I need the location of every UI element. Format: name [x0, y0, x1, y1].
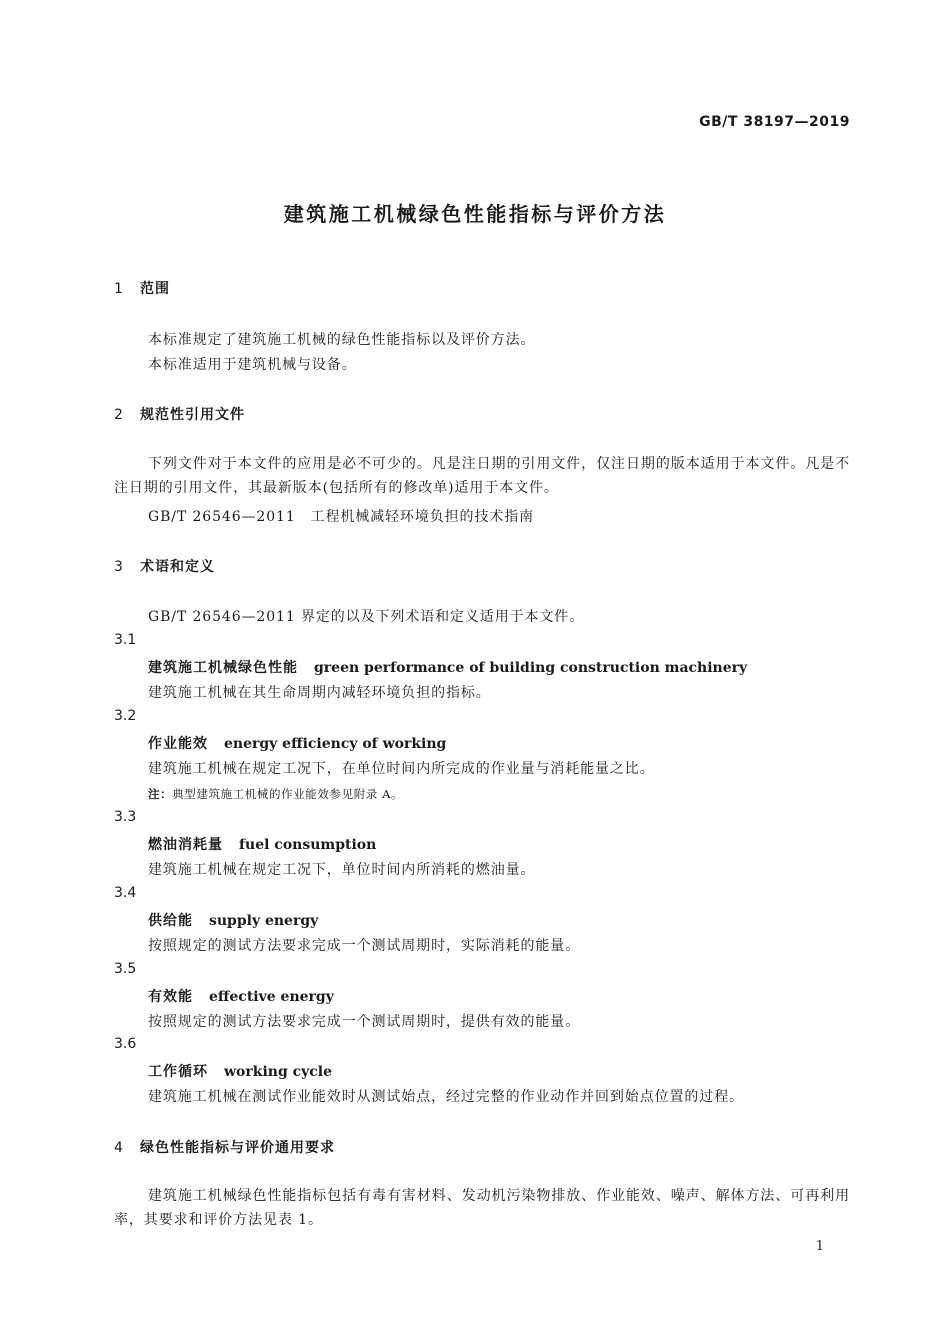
term-heading: [148, 986, 334, 1006]
term-en: fuel consumption: [239, 837, 377, 853]
section-title: 范围: [140, 281, 170, 297]
term-definition: 建筑施工机械在测试作业能效时从测试始点，经过完整的作业动作并回到始点位置的过程。: [148, 1089, 744, 1105]
term-zh: 燃油消耗量: [148, 837, 223, 853]
term-en: effective energy: [209, 989, 334, 1005]
term-definition: 建筑施工机械在其生命周期内减轻环境负担的指标。: [148, 685, 491, 701]
page-number: 1: [815, 1239, 824, 1254]
note-label: 注：: [148, 787, 173, 801]
term-number: 3.5: [114, 961, 137, 977]
paragraph: 本标准规定了建筑施工机械的绿色性能指标以及评价方法。: [148, 332, 536, 348]
term-definition: 建筑施工机械在规定工况下，在单位时间内所完成的作业量与消耗能量之比。: [148, 761, 655, 777]
term-en: working cycle: [224, 1064, 333, 1080]
section-number: 3: [114, 559, 124, 575]
paragraph: 下列文件对于本文件的应用是必不可少的。凡是注日期的引用文件，仅注日期的版本适用于本文件。凡是不注日期的引用文件，其最新版本(包括所有的修改单)适用于本文件。: [114, 456, 850, 496]
term-number: 3.4: [114, 885, 137, 901]
section-number: 1: [114, 281, 124, 297]
term-en: supply energy: [209, 913, 319, 929]
paragraph: 本标准适用于建筑机械与设备。: [148, 357, 357, 373]
term-heading: [148, 657, 747, 677]
paragraph: GB/T 26546—2011 界定的以及下列术语和定义适用于本文件。: [148, 609, 585, 625]
term-zh: 供给能: [148, 913, 193, 929]
paragraph: 建筑施工机械绿色性能指标包括有毒有害材料、发动机污染物排放、作业能效、噪声、解体方法、可再利用率，其要求和评价方法见表 1。: [114, 1188, 850, 1228]
term-en: green performance of building construction machinery: [314, 660, 748, 676]
document-title: 建筑施工机械绿色性能指标与评价方法: [283, 202, 667, 226]
section-number: 4: [114, 1140, 124, 1156]
section-4-heading: [114, 1137, 335, 1157]
section-2-heading: [114, 404, 245, 424]
term-zh: 作业能效: [148, 736, 208, 752]
note: [148, 786, 403, 802]
term-en: energy efficiency of working: [224, 736, 447, 752]
term-definition: 按照规定的测试方法要求完成一个测试周期时，实际消耗的能量。: [148, 938, 581, 954]
term-definition: 按照规定的测试方法要求完成一个测试周期时，提供有效的能量。: [148, 1014, 581, 1030]
term-definition: 建筑施工机械在规定工况下，单位时间内所消耗的燃油量。: [148, 862, 536, 878]
term-zh: 建筑施工机械绿色性能: [148, 660, 298, 676]
term-number: 3.3: [114, 809, 137, 825]
section-title: 术语和定义: [140, 559, 215, 575]
section-1-heading: [114, 278, 170, 298]
term-heading: [148, 1061, 332, 1081]
term-zh: 有效能: [148, 989, 193, 1005]
term-number: 3.2: [114, 708, 137, 724]
standard-number: GB/T 38197—2019: [699, 114, 850, 130]
section-3-heading: [114, 556, 215, 576]
section-number: 2: [114, 407, 124, 423]
term-heading: [148, 834, 376, 854]
section-title: 规范性引用文件: [140, 407, 245, 423]
section-title: 绿色性能指标与评价通用要求: [140, 1140, 335, 1156]
term-number: 3.1: [114, 632, 137, 648]
term-heading: [148, 733, 446, 753]
note-text: 典型建筑施工机械的作业能效参见附录 A。: [172, 787, 404, 801]
term-heading: [148, 910, 318, 930]
normative-reference: GB/T 26546—2011 工程机械减轻环境负担的技术指南: [148, 509, 535, 525]
term-number: 3.6: [114, 1036, 137, 1052]
term-zh: 工作循环: [148, 1064, 208, 1080]
